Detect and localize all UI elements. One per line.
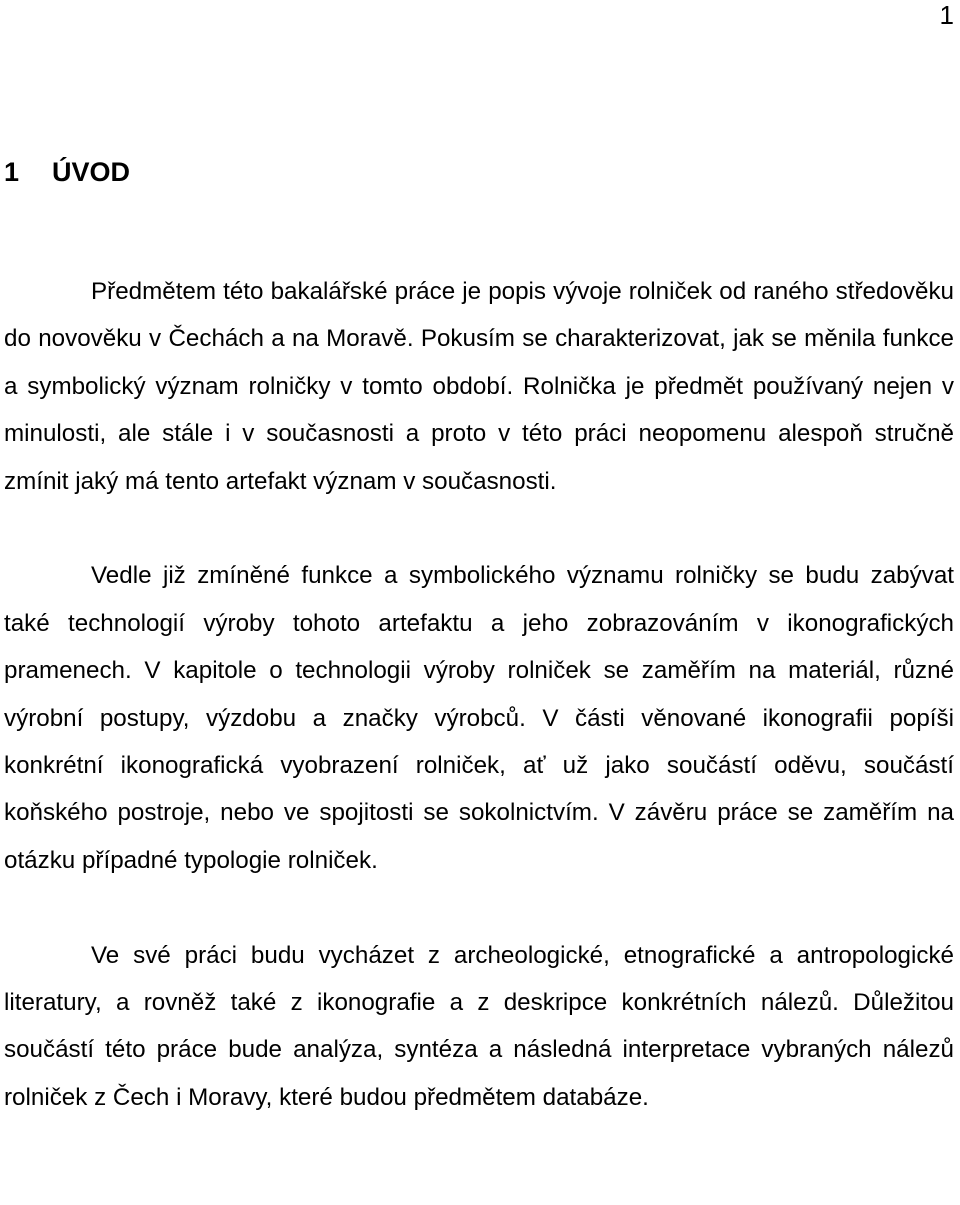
section-title: ÚVOD <box>52 157 131 187</box>
paragraph-scope: Vedle již zmíněné funkce a symbolického významu rolničky se budu zabývat také technologií výroby tohoto artefaktu a jeho zobrazováním v ikonografických pramenech. V kapitole o technologii výroby rolniček se zaměřím na materiál, různé výrobní postupy, výzdobu a značky výrobců. V části věnované ikonografii popíši konkrétní ikonografická vyobrazení rolniček, ať už jako součástí oděvu, součástí koňského postroje, nebo ve spojitosti se sokolnictvím. V závěru práce se zaměřím na otázku případné typologie rolniček. <box>4 562 954 874</box>
section-heading <box>4 156 130 188</box>
paragraph-sources: Ve své práci budu vycházet z archeologické, etnografické a antropologické literatury, a rovněž také z ikonografie a z deskripce konkrétních nálezů. Důležitou součástí této práce bude analýza, syntéza a následná interpretace vybraných nálezů rolniček z Čech i Moravy, které budou předmětem databáze. <box>4 941 954 1111</box>
page-number: 1 <box>939 0 954 30</box>
section-number: 1 <box>4 157 20 187</box>
body-text <box>4 268 954 1121</box>
paragraph-intro: Předmětem této bakalářské práce je popis vývoje rolniček od raného středověku do novověku v Čechách a na Moravě. Pokusím se charakterizovat, jak se měnila funkce a symbolický význam rolničky v tomto období. Rolnička je předmět používaný nejen v minulosti, ale stále i v současnosti a proto v této práci neopomenu alespoň stručně zmínit jaký má tento artefakt význam v současnosti. <box>4 278 954 495</box>
